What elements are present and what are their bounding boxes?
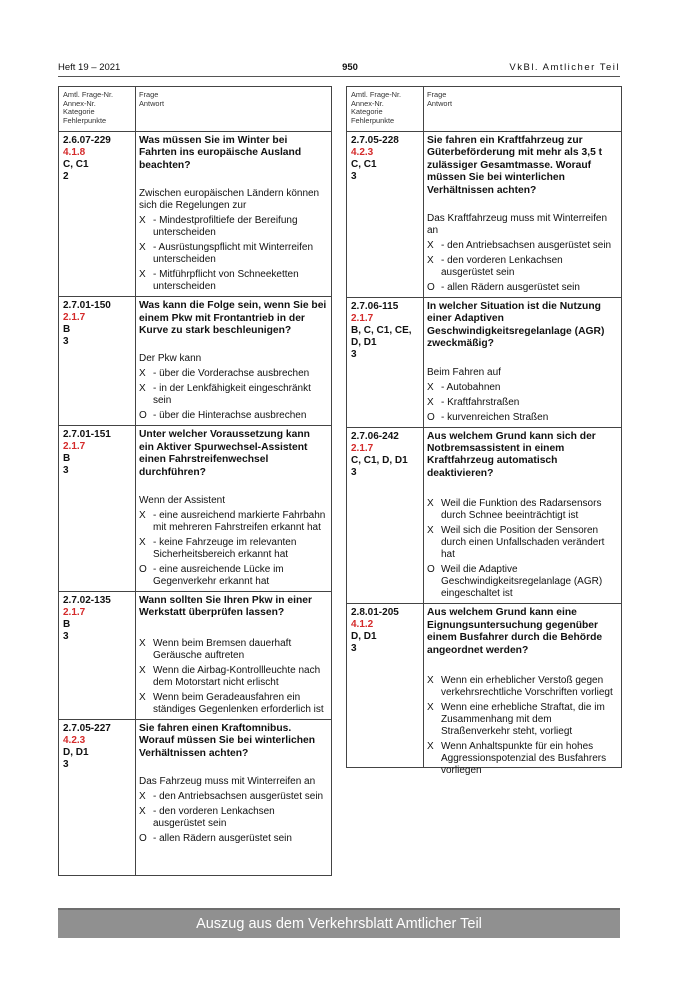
answer-marker: X [139,368,146,380]
answer-marker: X [427,240,434,252]
answer-option [139,510,327,534]
question-body [427,298,621,427]
question-number: 2.7.05-227 [63,722,111,734]
question-body [427,604,621,780]
question-meta [351,607,423,655]
answer-option [139,638,327,662]
question-number: 2.6.07-229 [63,135,111,146]
question-text: Wann sollten Sie Ihren Pkw in einer Werkstatt überprüfen lassen? [139,595,312,619]
answer-text: Wenn die Airbag-Kontrollleuchte nach dem Motorstart nicht erlischt [153,664,321,688]
error-points: 3 [63,758,69,770]
error-points: 3 [351,466,357,478]
answer-option [139,383,327,407]
footer-banner [58,908,620,938]
annex-number: 4.2.3 [63,734,86,746]
answer-marker: O [139,564,147,576]
answer-option [427,525,617,561]
question-body [139,426,331,591]
answer-marker: X [139,537,146,549]
answer-marker: X [427,674,434,686]
question-entry [347,298,621,428]
answer-option [139,564,327,588]
entries-right [347,132,621,780]
page-header [58,62,620,76]
question-number: 2.8.01-205 [351,607,399,619]
question-body [139,592,331,719]
answer-lead: Zwischen europäischen Ländern können sich die Regelungen zur [139,188,320,212]
answer-text: - Ausrüstungspflicht mit Winterreifen unterscheiden [153,242,314,266]
answer-text: - keine Fahrzeuge im relevanten Sicherheitsbereich erkannt hat [153,537,297,561]
question-text: Sie fahren ein Kraftfahrzeug zur Güterbeförderung mit mehr als 3,5 t zulässiger Gesamtmasse. Worauf müssen Sie bei winterlichen Verhältnissen achten? [427,135,603,196]
header-rule [58,76,620,77]
answer-lead: Das Kraftfahrzeug muss mit Winterreifen an [427,213,608,237]
answer-marker: X [139,664,146,676]
answer-option [427,564,617,600]
category: C, C1 [351,159,377,170]
answer-option [427,397,617,409]
answer-text: - Autobahnen [441,381,501,393]
answer-text: Wenn beim Geradeausfahren ein ständiges Gegenlenken erforderlich ist [153,691,324,715]
question-body [139,720,331,848]
answer-option [139,215,327,239]
question-number: 2.7.06-242 [351,430,399,442]
question-entry [59,132,331,297]
entries-left [59,132,331,848]
answer-marker: X [139,510,146,522]
annex-number: 4.2.3 [351,147,374,158]
answer-text: - über die Hinterachse ausbrechen [153,410,307,422]
header-col-question: Frage Antwort [427,90,453,108]
answer-option [427,498,617,522]
answer-text: - den vorderen Lenkachsen ausgerüstet sein [153,806,275,830]
answer-marker: X [427,525,434,537]
question-number: 2.7.01-150 [63,300,111,312]
answer-option [139,242,327,266]
page-number: 950 [342,62,358,73]
question-text: In welcher Situation ist die Nutzung einer Adaptiven Geschwindigkeitsregelanlage (AGR) zweckmäßig? [427,301,605,350]
answer-option [139,692,327,716]
answer-lead: Wenn der Assistent [139,495,225,507]
answer-text: Wenn eine erhebliche Straftat, die im Zusammenhang mit dem Straßenverkehr steht, vorliegt [441,701,605,737]
question-body [139,132,331,296]
answer-text: - eine ausreichende Lücke im Gegenverkehr erkannt hat [153,564,284,588]
error-points: 3 [351,349,357,361]
error-points: 3 [351,171,357,182]
annex-number: 2.1.7 [63,607,86,619]
answer-text: - über die Vorderachse ausbrechen [153,368,310,380]
answer-option [427,282,617,294]
answer-option [139,806,327,830]
question-number: 2.7.05-228 [351,135,399,146]
error-points: 3 [63,465,69,477]
answer-marker: O [427,411,435,423]
answer-marker: X [139,242,146,254]
answer-option [427,412,617,424]
error-points: 3 [63,336,69,348]
answer-marker: X [427,498,434,510]
answer-marker: X [139,806,146,818]
question-meta [63,595,135,643]
answer-marker: X [139,791,146,803]
answer-text: Wenn ein erheblicher Verstoß gegen verkehrsrechtliche Vorschriften vorliegt [441,674,613,698]
header-col-question: Frage Antwort [139,90,165,108]
question-meta [351,135,423,183]
category: D, D1 [351,631,377,643]
answer-option [427,741,617,777]
question-entry [59,592,331,720]
answer-option [139,368,327,380]
question-text: Aus welchem Grund kann eine Eignungsuntersuchung gegenüber einem Busfahrer durch die Behörde angeordnet werden? [427,607,603,656]
answer-marker: X [139,269,146,281]
journal-title: VkBl. Amtlicher Teil [509,62,620,73]
answer-option [427,702,617,738]
question-body [139,297,331,425]
question-text: Was kann die Folge sein, wenn Sie bei einem Pkw mit Frontantrieb in der Kurve zu stark beschleunigen? [139,300,327,337]
question-entry [347,428,621,605]
question-text: Aus welchem Grund kann sich der Notbremsassistent in einem Kraftfahrzeug automatisch deaktivieren? [427,430,596,479]
answer-marker: O [427,282,435,294]
answer-text: - eine ausreichend markierte Fahrbahn mit mehreren Fahrstreifen erkannt hat [153,510,326,534]
table-header [347,87,621,132]
answer-text: Weil sich die Position der Sensoren durch einen Unfallschaden verändert hat [441,525,605,561]
question-entry [347,604,621,780]
category: C, C1 [63,159,89,170]
answer-text: - den Antriebsachsen ausgerüstet sein [153,791,324,803]
answer-text: - Mindestprofiltiefe der Bereifung unterscheiden [153,215,298,239]
answer-option [427,255,617,279]
category: B [63,324,71,336]
answer-text: - allen Rädern ausgerüstet sein [153,833,292,845]
answer-marker: X [139,383,146,395]
answer-text: - Mitführpflicht von Schneeketten unterscheiden [153,269,299,293]
answer-text: - den Antriebsachsen ausgerüstet sein [441,240,612,252]
question-entry [59,720,331,848]
answer-option [139,833,327,845]
answer-lead: Der Pkw kann [139,353,202,365]
annex-number: 2.1.7 [63,441,86,453]
answer-option [427,240,617,252]
header-col-meta: Amtl. Frage-Nr. Annex-Nr. Kategorie Fehlerpunkte [63,90,114,125]
header-col-meta: Amtl. Frage-Nr. Annex-Nr. Kategorie Fehlerpunkte [351,90,402,125]
answer-option [139,665,327,689]
question-meta [351,431,423,479]
question-body [427,428,621,604]
error-points: 3 [351,643,357,655]
question-entry [59,297,331,426]
question-meta [63,300,135,348]
answer-text: - den vorderen Lenkachsen ausgerüstet sein [441,255,563,279]
annex-number: 2.1.7 [63,312,86,324]
question-meta [351,301,423,361]
left-column-table [58,86,332,876]
answer-lead: Beim Fahren auf [427,366,501,378]
answer-option [139,410,327,422]
question-number: 2.7.02-135 [63,595,111,607]
category: B [63,619,71,631]
answer-marker: O [139,410,147,422]
answer-marker: X [427,381,434,393]
question-entry [347,132,621,298]
answer-option [427,382,617,394]
answer-marker: X [139,691,146,703]
answer-option [139,791,327,803]
question-text: Unter welcher Voraussetzung kann ein Aktiver Spurwechsel-Assistent einen Fahrstreifenwechsel durchführen? [139,429,310,478]
answer-marker: X [427,740,434,752]
answer-lead: Das Fahrzeug muss mit Winterreifen an [139,776,316,788]
answer-text: Weil die Funktion des Radarsensors durch Schnee beeinträchtigt ist [441,498,602,522]
category: B, C, C1, CE, D, D1 [351,325,412,349]
question-meta [63,723,135,771]
answer-marker: X [427,701,434,713]
answer-marker: O [139,833,147,845]
question-number: 2.7.06-115 [351,301,399,313]
answer-option [427,675,617,699]
annex-number: 4.1.8 [63,147,86,158]
answer-text: Wenn beim Bremsen dauerhaft Geräusche auftreten [153,637,292,661]
answer-text: Wenn Anhaltspunkte für ein hohes Aggressionspotenzial des Busfahrers vorliegen [441,740,607,776]
question-number: 2.7.01-151 [63,429,111,441]
question-text: Was müssen Sie im Winter bei Fahrten ins europäische Ausland beachten? [139,135,302,171]
category: B [63,453,71,465]
question-meta [63,429,135,477]
answer-text: - in der Lenkfähigkeit eingeschränkt sein [153,383,311,407]
error-points: 3 [63,631,69,643]
question-body [427,132,621,297]
question-meta [63,135,135,183]
annex-number: 4.1.2 [351,619,374,631]
table-header [59,87,331,132]
answer-text: Weil die Adaptive Geschwindigkeitsregelanlage (AGR) eingeschaltet ist [441,564,603,600]
answer-text: - allen Rädern ausgerüstet sein [441,282,580,294]
category: C, C1, D, D1 [351,454,408,466]
answer-marker: X [139,215,146,227]
error-points: 2 [63,171,69,182]
answer-marker: X [427,396,434,408]
category: D, D1 [63,746,89,758]
answer-text: - kurvenreichen Straßen [441,411,549,423]
footer-text: Auszug aus dem Verkehrsblatt Amtlicher Teil [196,916,482,932]
right-column-table [346,86,622,776]
answer-text: - Kraftfahrstraßen [441,396,520,408]
answer-marker: O [427,564,435,576]
answer-option [139,269,327,293]
question-entry [59,426,331,592]
answer-marker: X [139,637,146,649]
annex-number: 2.1.7 [351,313,374,325]
answer-option [139,537,327,561]
question-text: Sie fahren einen Kraftomnibus. Worauf müssen Sie bei winterlichen Verhältnissen achten? [139,722,316,759]
answer-marker: X [427,255,434,267]
annex-number: 2.1.7 [351,442,374,454]
issue-label: Heft 19 – 2021 [58,62,121,73]
